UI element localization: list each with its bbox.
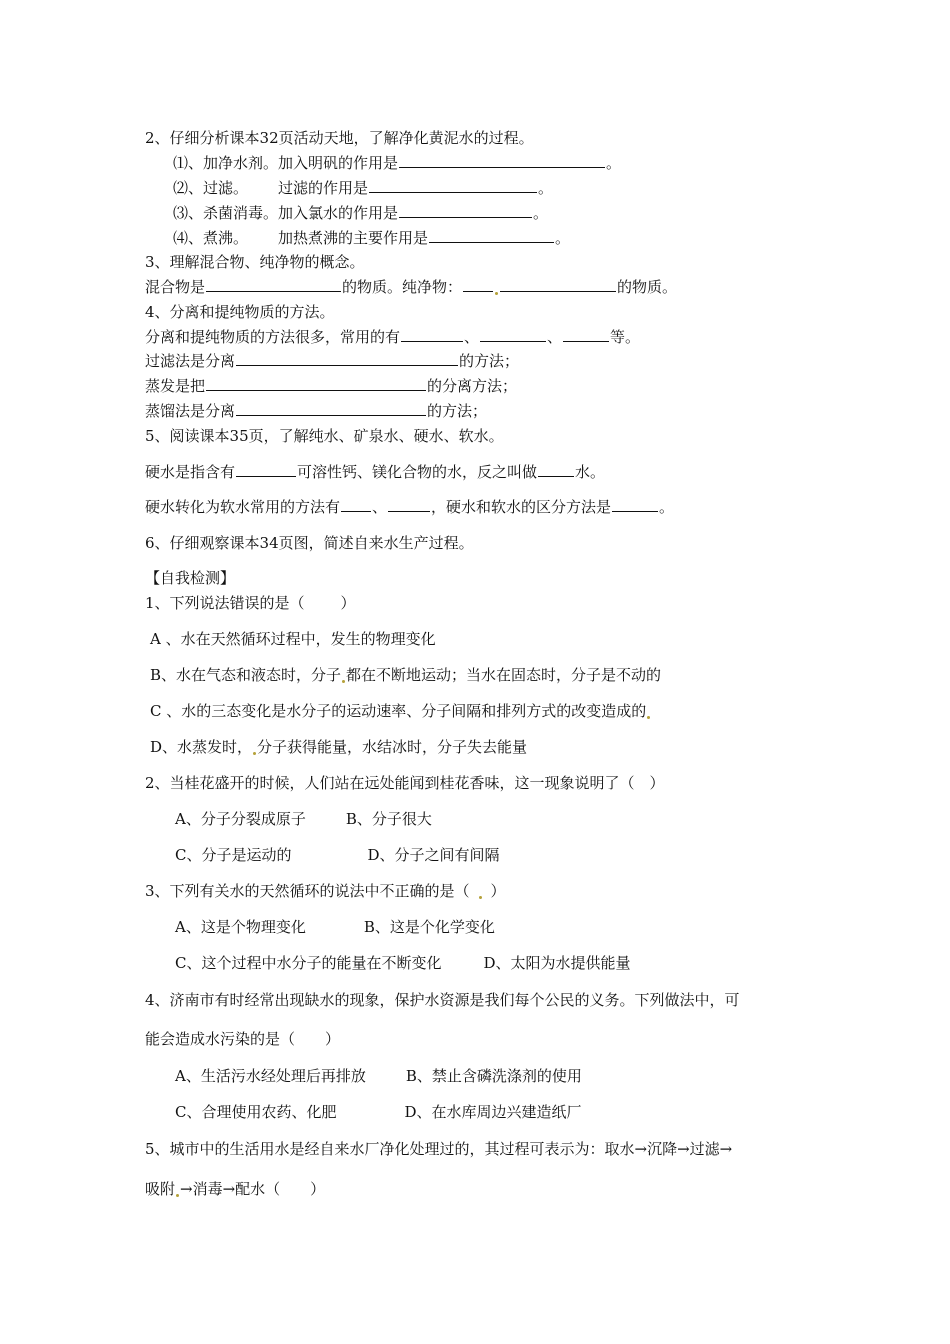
question-1-text: 1、下列说法错误的是（ — [145, 594, 305, 612]
question-2-options-ab — [175, 809, 432, 829]
methods-text: 分离和提纯物质的方法很多，常用的有 — [145, 328, 401, 346]
section-5-line-1 — [145, 462, 605, 482]
filter-end: 的方法； — [459, 352, 520, 370]
item-3-text: ⑶、杀菌消毒。加入氯水的作用是 — [173, 204, 399, 222]
separator: 、 — [464, 328, 480, 346]
item-1-text: ⑴、加净水剂。加入明矾的作用是 — [173, 154, 399, 172]
stray-dot — [647, 716, 650, 719]
distill-end: 的方法； — [427, 402, 488, 420]
section-4-line-4 — [145, 401, 487, 421]
question-3-options-ab — [175, 917, 495, 937]
answer-blank[interactable] — [206, 277, 341, 292]
question-2-stem: 2、当桂花盛开的时候，人们站在远处能闻到桂花香味，这一现象说明了（ ） — [145, 774, 665, 792]
question-4-stem-line-1: 4、济南市有时经常出现缺水的现象，保护水资源是我们每个公民的义务。下列做法中，可 — [145, 991, 740, 1009]
answer-blank[interactable] — [369, 178, 537, 193]
answer-blank[interactable] — [236, 462, 296, 477]
question-3-option-c[interactable]: C、这个过程中水分子的能量在不断变化 — [175, 954, 442, 972]
question-2-options-cd — [175, 845, 500, 865]
question-5-stem-line-1: 5、城市中的生活用水是经自来水厂净化处理过的，其过程可表示为：取水→沉降→过滤→ — [145, 1140, 733, 1158]
pure-text-end: 的物质。 — [617, 278, 678, 296]
answer-blank[interactable] — [206, 376, 426, 391]
section-4-line-2 — [145, 351, 519, 371]
option-b-text-1: B、水在气态和液态时，分子 — [150, 666, 342, 684]
answer-blank[interactable] — [236, 351, 458, 366]
answer-blank[interactable] — [388, 497, 430, 512]
question-3-option-d[interactable]: D、太阳为水提供能量 — [483, 954, 631, 972]
question-1-option-a[interactable]: A 、水在天然循环过程中，发生的物理变化 — [150, 630, 436, 648]
answer-blank[interactable] — [500, 277, 616, 292]
period: 。 — [659, 498, 675, 516]
question-3-text: 3、下列有关水的天然循环的说法中不正确的是（ — [145, 882, 470, 900]
section-5-line-2 — [145, 497, 674, 517]
question-4-option-b[interactable]: B、禁止含磷洗涤剂的使用 — [405, 1067, 582, 1085]
question-2-option-d[interactable]: D、分子之间有间隔 — [367, 846, 500, 864]
period: 。 — [606, 154, 622, 172]
section-6-heading: 6、仔细观察课本34页图，简述自来水生产过程。 — [145, 534, 474, 552]
item-4-label: ⑷、煮沸。 — [173, 229, 249, 247]
answer-blank[interactable] — [236, 401, 426, 416]
option-b-text-2: 都在不断地运动；当水在固态时，分子是不动的 — [346, 666, 662, 684]
hard-water-end: 水。 — [575, 463, 606, 481]
soften-text: 硬水转化为软水常用的方法有 — [145, 498, 341, 516]
answer-blank[interactable] — [538, 462, 574, 477]
question-4-stem-line-2: 能会造成水污染的是（ ） — [145, 1030, 341, 1048]
answer-blank[interactable] — [399, 203, 532, 218]
hard-water-text: 硬水是指含有 — [145, 463, 236, 481]
question-4-option-c[interactable]: C、合理使用农药、化肥 — [175, 1103, 337, 1121]
question-1-stem — [145, 593, 356, 613]
answer-blank[interactable] — [429, 228, 554, 243]
period: 。 — [533, 204, 549, 222]
self-check-title: 【自我检测】 — [145, 569, 236, 587]
period: 。 — [538, 179, 554, 197]
answer-blank[interactable] — [463, 277, 493, 292]
methods-end: 等。 — [610, 328, 641, 346]
option-d-text-2: 分子获得能量，水结冰时，分子失去能量 — [257, 738, 528, 756]
section-3-line — [145, 277, 677, 297]
question-1-option-b[interactable] — [150, 665, 661, 685]
separator: 、 — [547, 328, 563, 346]
distill-text: 蒸馏法是分离 — [145, 402, 236, 420]
question-5-stem-line-2 — [145, 1179, 325, 1199]
answer-blank[interactable] — [399, 153, 605, 168]
distinguish-text: ，硬水和软水的区分方法是 — [431, 498, 612, 516]
question-3-options-cd — [175, 953, 631, 973]
question-4-options-ab — [175, 1066, 582, 1086]
question-4-option-d[interactable]: D、在水库周边兴建造纸厂 — [404, 1103, 582, 1121]
question-5-text-1: 吸附 — [145, 1180, 176, 1198]
answer-blank[interactable] — [480, 327, 546, 342]
section-4-heading: 4、分离和提纯物质的方法。 — [145, 303, 335, 321]
section-4-line-1 — [145, 327, 640, 347]
question-5-text-2: →消毒→配水（ ） — [180, 1180, 326, 1198]
period: 。 — [555, 229, 571, 247]
hard-water-middle: 可溶性钙、镁化合物的水，反之叫做 — [297, 463, 538, 481]
filter-text: 过滤法是分离 — [145, 352, 236, 370]
item-2-label: ⑵、过滤。 — [173, 179, 249, 197]
answer-paren: ） — [340, 594, 356, 612]
section-4-line-3 — [145, 376, 517, 396]
question-2-option-c[interactable]: C、分子是运动的 — [175, 846, 292, 864]
answer-blank[interactable] — [341, 497, 371, 512]
question-4-option-a[interactable]: A、生活污水经处理后再排放 — [175, 1067, 366, 1085]
item-2 — [173, 178, 553, 198]
item-1 — [173, 153, 621, 173]
pure-text: 的物质。纯净物： — [342, 278, 463, 296]
answer-paren: ） — [490, 882, 506, 900]
section-5-heading: 5、阅读课本35页，了解纯水、矿泉水、硬水、软水。 — [145, 427, 504, 445]
section-2-heading: 2、仔细分析课本32页活动天地，了解净化黄泥水的过程。 — [145, 129, 534, 147]
question-1-option-d[interactable] — [150, 737, 527, 757]
question-2-option-a[interactable]: A、分子分裂成原子 — [175, 810, 306, 828]
question-1-option-c[interactable] — [150, 701, 651, 721]
question-3-stem — [145, 881, 506, 901]
stray-dot — [495, 292, 498, 295]
stray-dot — [253, 752, 256, 755]
question-3-option-a[interactable]: A、这是个物理变化 — [175, 918, 306, 936]
option-c-text: C 、水的三态变化是水分子的运动速率、分子间隔和排列方式的改变造成的 — [150, 702, 647, 720]
section-3-heading: 3、理解混合物、纯净物的概念。 — [145, 253, 365, 271]
evaporate-text: 蒸发是把 — [145, 377, 206, 395]
option-d-text-1: D、水蒸发时， — [150, 738, 253, 756]
stray-dot — [479, 896, 482, 899]
item-4-text: 加热煮沸的主要作用是 — [278, 229, 429, 247]
answer-blank[interactable] — [563, 327, 609, 342]
answer-blank[interactable] — [401, 327, 463, 342]
question-4-options-cd — [175, 1102, 582, 1122]
item-3 — [173, 203, 548, 223]
item-4 — [173, 228, 570, 248]
answer-blank[interactable] — [612, 497, 658, 512]
stray-dot — [342, 680, 345, 683]
question-2-option-b[interactable]: B、分子很大 — [345, 810, 432, 828]
separator: 、 — [372, 498, 388, 516]
evaporate-end: 的分离方法； — [427, 377, 518, 395]
question-3-option-b[interactable]: B、这是个化学变化 — [363, 918, 495, 936]
mixture-text: 混合物是 — [145, 278, 206, 296]
stray-dot — [176, 1194, 179, 1197]
item-2-text: 过滤的作用是 — [278, 179, 369, 197]
